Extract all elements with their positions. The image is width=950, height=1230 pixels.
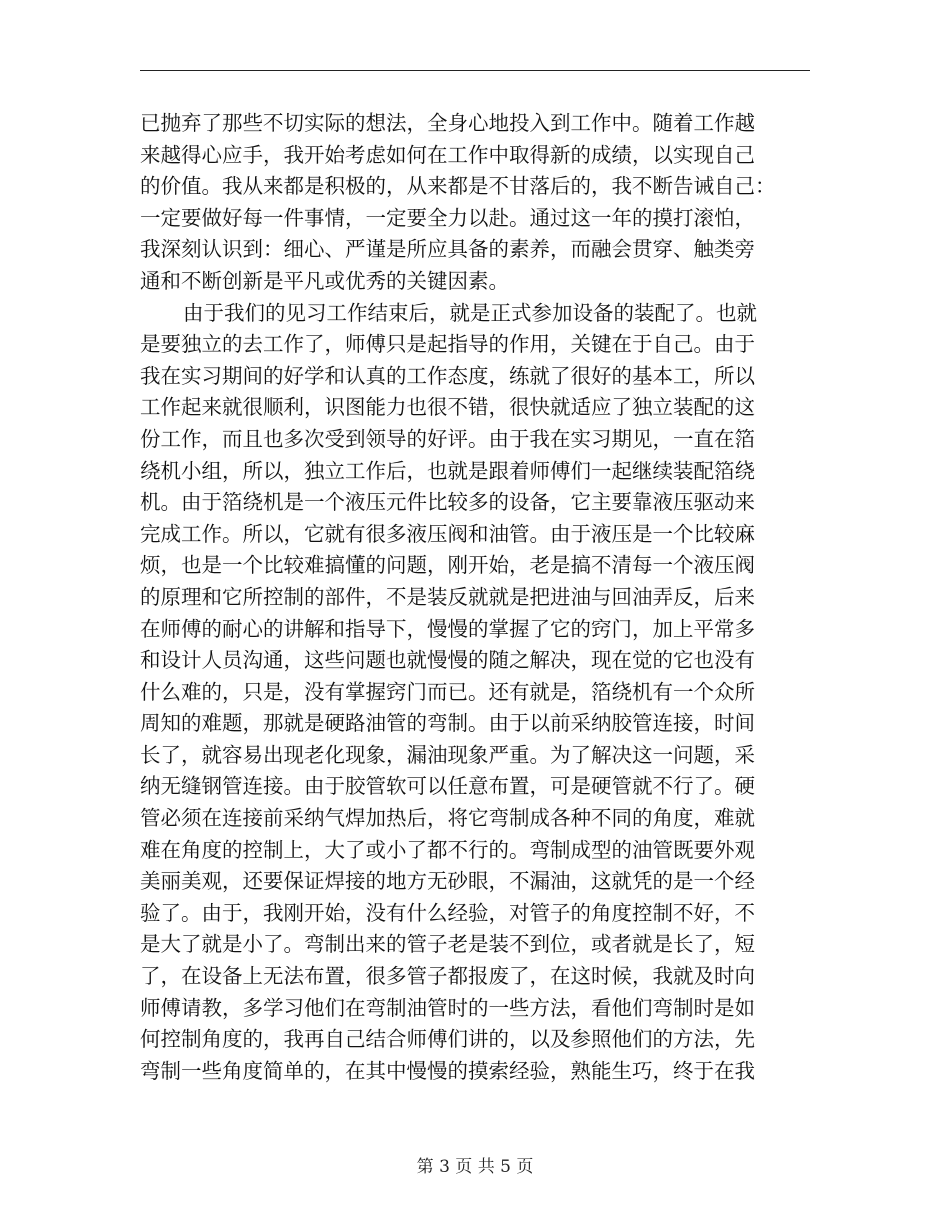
- text-line: 纳无缝钢管连接。由于胶管软可以任意布置，可是硬管就不行了。硬: [140, 774, 755, 799]
- paragraph-1: [140, 108, 800, 298]
- text-line: 工作起来就很顺利，识图能力也很不错，很快就适应了独立装配的这: [140, 395, 755, 420]
- text-line: 何控制角度的，我再自己结合师傅们讲的，以及参照他们的方法，先: [140, 1027, 755, 1052]
- text-line: 的原理和它所控制的部件，不是装反就就是把进油与回油弄反，后来: [140, 584, 755, 609]
- text-line-indented: 由于我们的见习工作结束后，就是正式参加设备的装配了。也就: [183, 300, 757, 325]
- text-line: 我深刻认识到：细心、严谨是所应具备的素养，而融会贯穿、触类旁: [140, 237, 755, 262]
- text-line: 来越得心应手，我开始考虑如何在工作中取得新的成绩，以实现自己: [140, 142, 755, 167]
- text-line: 美丽美观，还要保证焊接的地方无砂眼，不漏油，这就凭的是一个经: [140, 869, 755, 894]
- text-line: 周知的难题，那就是硬路油管的弯制。由于以前采纳胶管连接，时间: [140, 711, 755, 736]
- text-line: 我在实习期间的好学和认真的工作态度，练就了很好的基本工，所以: [140, 363, 755, 388]
- text-line: 难在角度的控制上，大了或小了都不行的。弯制成型的油管既要外观: [140, 837, 755, 862]
- text-line: 份工作，而且也多次受到领导的好评。由于我在实习期见，一直在箔: [140, 426, 755, 451]
- text-line: 师傅请教，多学习他们在弯制油管时的一些方法，看他们弯制时是如: [140, 995, 755, 1020]
- text-line: 和设计人员沟通，这些问题也就慢慢的随之解决，现在觉的它也没有: [140, 648, 755, 673]
- text-line: 什么难的，只是，没有掌握窍门而已。还有就是，箔绕机有一个众所: [140, 679, 755, 704]
- text-line: 是大了就是小了。弯制出来的管子老是装不到位，或者就是长了，短: [140, 932, 755, 957]
- text-line: 了，在设备上无法布置，很多管子都报废了，在这时候，我就及时向: [140, 964, 755, 989]
- text-line: 在师傅的耐心的讲解和指导下，慢慢的掌握了它的窍门，加上平常多: [140, 616, 755, 641]
- text-line: 的价值。我从来都是积极的，从来都是不甘落后的，我不断告诫自己：: [140, 174, 776, 199]
- page-footer: 第 3 页 共 5 页: [416, 1157, 534, 1177]
- text-line: 绕机小组，所以，独立工作后，也就是跟着师傅们一起继续装配箔绕: [140, 458, 755, 483]
- text-line: 一定要做好每一件事情，一定要全力以赴。通过这一年的摸打滚怕，: [140, 205, 755, 230]
- document-body: [140, 108, 800, 1087]
- text-line: 弯制一些角度简单的，在其中慢慢的摸索经验，熟能生巧，终于在我: [140, 1058, 755, 1083]
- text-line: 验了。由于，我刚开始，没有什么经验，对管子的角度控制不好，不: [140, 900, 755, 925]
- text-line: 通和不断创新是平凡或优秀的关键因素。: [140, 268, 509, 293]
- text-line: 长了，就容易出现老化现象，漏油现象严重。为了解决这一问题，采: [140, 742, 755, 767]
- text-line: 管必须在连接前采纳气焊加热后，将它弯制成各种不同的角度，难就: [140, 806, 755, 831]
- header-rule: [140, 70, 810, 71]
- text-line: 已抛弃了那些不切实际的想法，全身心地投入到工作中。随着工作越: [140, 111, 755, 135]
- text-line: 机。由于箔绕机是一个液压元件比较多的设备，它主要靠液压驱动来: [140, 490, 755, 515]
- text-line: 是要独立的去工作了，师傅只是起指导的作用，关键在于自己。由于: [140, 332, 755, 357]
- text-line: 完成工作。所以，它就有很多液压阀和油管。由于液压是一个比较麻: [140, 521, 755, 546]
- text-line: 烦，也是一个比较难搞懂的问题，刚开始，老是搞不清每一个液压阀: [140, 553, 755, 578]
- paragraph-2: [140, 298, 800, 1088]
